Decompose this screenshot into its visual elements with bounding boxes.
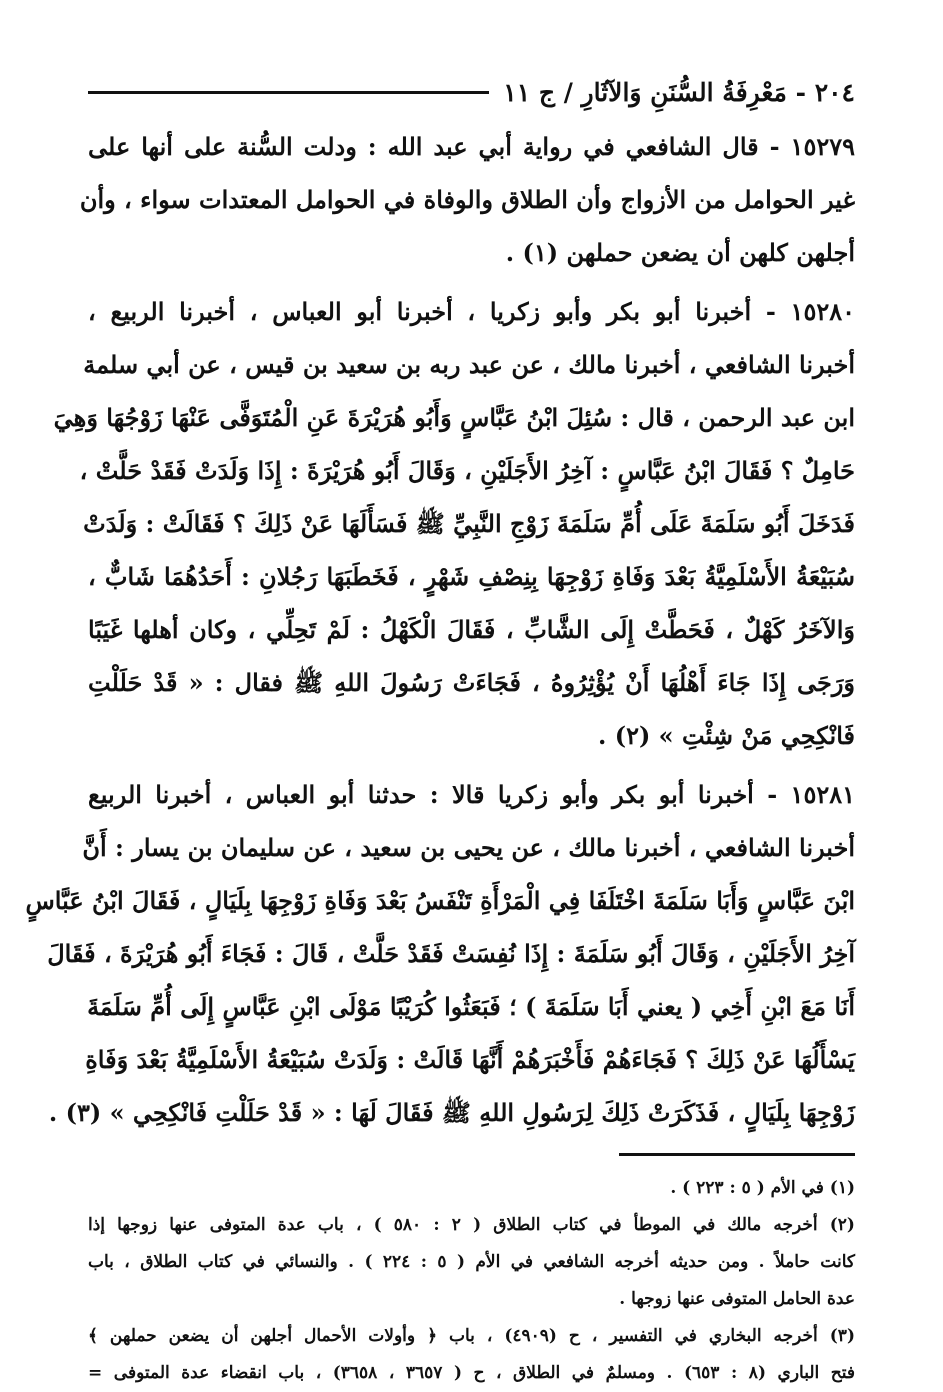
- footnote-1: [88, 1170, 855, 1207]
- footnote-separator: [619, 1153, 855, 1156]
- text-line: زَوْجِهَا بِلَيَالٍ ، فَذَكَرَتْ ذَلِكَ لِرَسُولِ اللهِ ﷺ فَقَالَ لَهَا : « قَدْ حَلَلْتِ فَانْكِحِي » (٣) .: [48, 1098, 855, 1127]
- text-line: أَنَا مَعَ ابْنِ أَخِي ( يعني أَبَا سَلَمَةَ ) ؛ فَبَعَثُوا كُرَيْبًا مَوْلَى ابْنِ عَبَّاسٍ إِلَى أُمِّ سَلَمَةَ: [87, 992, 855, 1021]
- running-header: [88, 70, 855, 114]
- text-line: ١٥٢٨٠ - أخبرنا أبو بكر وأبو زكريا ، أخبرنا أبو العباس ، أخبرنا الربيع ،: [88, 297, 855, 326]
- text-line: ١٥٢٧٩ - قال الشافعي في رواية أبي عبد الله : ودلت السُّنة على أنها على: [88, 132, 855, 161]
- text-line: أخبرنا الشافعي ، أخبرنا مالك ، عن يحيى بن سعيد ، عن سليمان بن يسار : أَنَّ: [82, 833, 855, 862]
- text-line: وَرَجَى إِذَا جَاءَ أَهْلُهَا أَنْ يُؤْثِرُوهُ ، فَجَاءَتْ رَسُولَ اللهِ ﷺ فقال : « قَدْ حَلَلْتِ: [88, 668, 855, 697]
- footnote-line: (٢) أخرجه مالك في الموطأ في كتاب الطلاق ( ٢ : ٥٨٠ ) ، باب عدة المتوفى عنها زوجها إذا: [88, 1215, 855, 1235]
- paragraph-15281: [25, 768, 855, 1139]
- text-line: فَدَخَلَ أَبُو سَلَمَةَ عَلَى أُمِّ سَلَمَةَ زَوْجِ النَّبِيِّ ﷺ فَسَأَلَهَا عَنْ ذَلِكَ ؟ فَقَالَتْ : وَلَدَتْ: [83, 509, 855, 538]
- footnote-line: (٣) أخرجه البخاري في التفسير ، ح (٤٩٠٩) ، باب ﴿ وأولات الأحمال أجلهن أن يضعن حملهن ﴾: [88, 1326, 855, 1346]
- text-line: فَانْكِحِي مَنْ شِئْتِ » (٢) .: [597, 721, 855, 750]
- text-line: أخبرنا الشافعي ، أخبرنا مالك ، عن عبد ربه بن سعيد بن قيس ، عن أبي سلمة: [83, 350, 855, 379]
- text-line: يَسْأَلُهَا عَنْ ذَلِكَ ؟ فَجَاءَهُمْ فَأَخْبَرَهُمْ أَنَّهَا قَالَتْ : وَلَدَتْ سُبَيْعَةُ الأَسْلَمِيَّةُ بَعْدَ وَفَاةِ: [85, 1045, 855, 1074]
- text-line: غير الحوامل من الأزواج وأن الطلاق والوفاة في الحوامل المعتدات سواء ، وأن: [79, 185, 855, 214]
- footnote-line: فتح الباري (٨ : ٦٥٣) . ومسلمٌ في الطلاق ، ح ( ٣٦٥٧ ، ٣٦٥٨) ، باب انقضاء عدة المتوفى =: [88, 1363, 856, 1383]
- text-line: وَالآخَرُ كَهْلٌ ، فَحَطَّتْ إِلَى الشَّابِّ ، فَقَالَ الْكَهْلُ : لَمْ تَحِلِّي ، وكان أهلها غَيَبًا: [88, 615, 855, 644]
- footnote-2: [88, 1207, 855, 1318]
- text-line: آخِرُ الأَجَلَيْنِ ، وَقَالَ أَبُو سَلَمَةَ : إِذَا نُفِسَتْ فَقَدْ حَلَّتْ ، قَالَ : فَجَاءَ أَبُو هُرَيْرَةَ ، فَقَالَ: [47, 939, 855, 968]
- text-line: ١٥٢٨١ - أخبرنا أبو بكر وأبو زكريا قالا : حدثنا أبو العباس ، أخبرنا الربيع: [88, 780, 855, 809]
- text-line: أجلهن كلهن أن يضعن حملهن (١) .: [505, 238, 855, 267]
- paragraph-15279: [79, 120, 855, 279]
- footnote-line: (١) في الأم ( ٥ : ٢٢٣ ) .: [670, 1178, 855, 1198]
- running-title: ٢٠٤ - مَعْرِفَةُ السُّنَنِ وَالآثَارِ / ج ١١: [503, 77, 855, 107]
- text-line: ابْنَ عَبَّاسٍ وَأَبَا سَلَمَةَ اخْتَلَفَا فِي الْمَرْأَةِ تَنْفَسُ بَعْدَ وَفَاةِ زَوْجِهَا بِلَيَالٍ ، فَقَالَ ابْنُ عَبَّاسٍ: [25, 886, 855, 915]
- footnotes: [88, 1170, 855, 1392]
- header-rule: [88, 91, 489, 94]
- footnote-3: [88, 1318, 855, 1392]
- text-line: ابن عبد الرحمن ، قال : سُئِلَ ابْنُ عَبَّاسٍ وَأَبُو هُرَيْرَةَ عَنِ الْمُتَوَفَّى عَنْهَا زَوْجُهَا وَهِيَ: [53, 403, 855, 432]
- main-text: [25, 120, 855, 1139]
- text-line: حَامِلٌ ؟ فَقَالَ ابْنُ عَبَّاسٍ : آخِرُ الأَجَلَيْنِ ، وَقَالَ أَبُو هُرَيْرَةَ : إِذَا وَلَدَتْ فَقَدْ حَلَّتْ ،: [79, 456, 855, 485]
- text-line: سُبَيْعَةُ الأَسْلَمِيَّةُ بَعْدَ وَفَاةِ زَوْجِهَا بِنِصْفِ شَهْرٍ ، فَخَطَبَهَا رَجُلانِ : أَحَدُهُمَا شَابٌّ ،: [88, 562, 855, 591]
- footnote-line: كانت حاملاً . ومن حديثه أخرجه الشافعي في الأم ( ٥ : ٢٢٤ ) . والنسائي في كتاب الطلاق ، باب: [88, 1252, 855, 1272]
- paragraph-15280: [53, 285, 855, 762]
- footnote-line: عدة الحامل المتوفى عنها زوجها .: [619, 1289, 855, 1309]
